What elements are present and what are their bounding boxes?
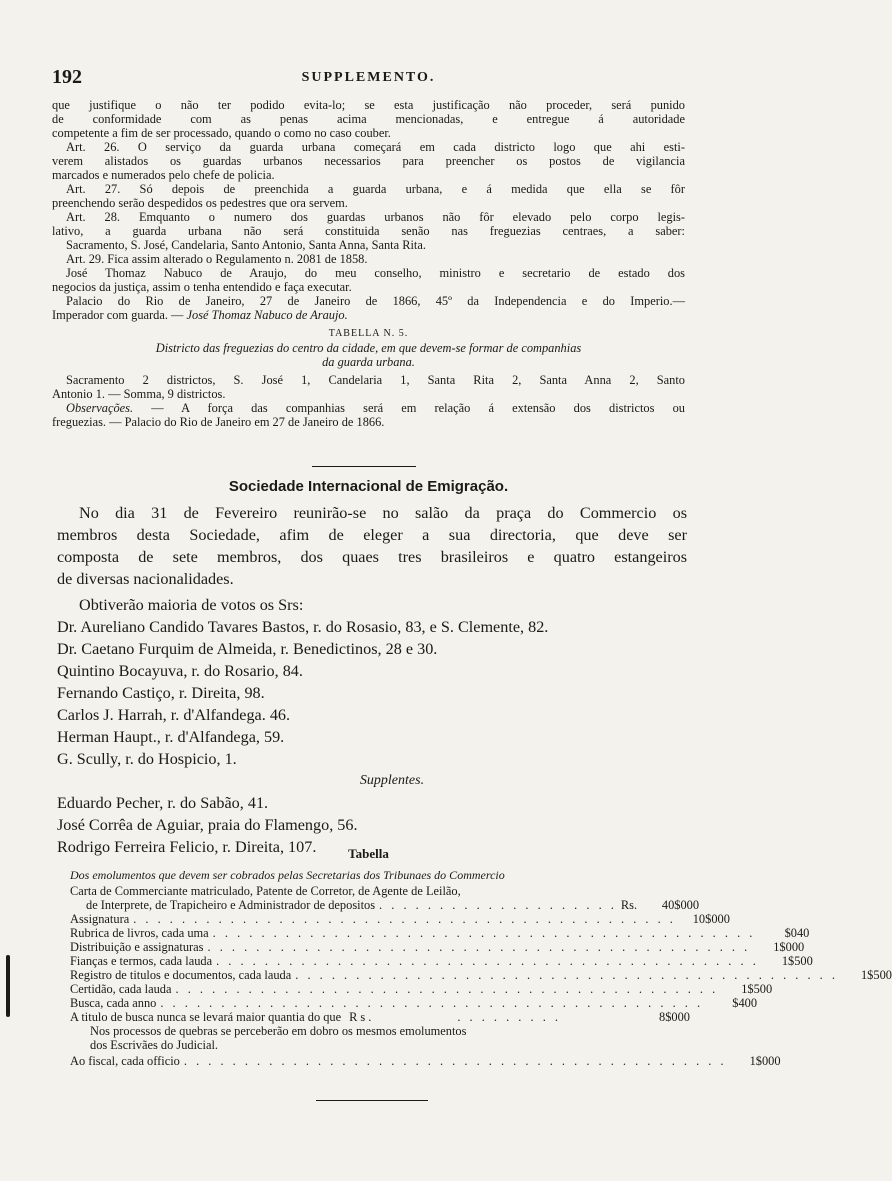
fee-amount: 1$000 (749, 1054, 781, 1068)
fee-amount: 8$000 (659, 1010, 690, 1024)
fee-row (70, 898, 700, 912)
fee-label: Assignatura (70, 912, 130, 926)
leader-dots: . . . . . . . . . . . . . . . . . . . . (379, 898, 617, 912)
fee-amount: 1$000 (773, 940, 805, 954)
member: Quintino Bocayuva, r. do Rosario, 84. (57, 662, 303, 680)
leader-dots: . . . . . . . . . (457, 1010, 561, 1024)
substitute: Eduardo Pecher, r. do Sabão, 41. (57, 794, 269, 812)
closing-line: José Thomaz Nabuco de Araujo, do meu conselho, ministro e secretario de estado dos (66, 266, 685, 280)
fee-amount: 1$500 (860, 968, 892, 982)
page-number: 192 (52, 66, 82, 88)
fee-row (70, 954, 813, 968)
member: Fernando Castiço, r. Direita, 98. (57, 684, 265, 702)
margin-ink-mark (6, 955, 10, 1017)
table-5-body: Sacramento 2 districtos, S. José 1, Candelaria 1, Santa Rita 2, Santa Anna 2, Santo (66, 373, 685, 387)
fee-row (70, 1054, 781, 1068)
member: Dr. Aureliano Candido Tavares Bastos, r. do Rosasio, 83, e S. Clemente, 82. (57, 618, 549, 636)
decree-line: de conformidade com as penas acima mencionadas, e entregue á autoridade (52, 112, 685, 126)
member: Carlos J. Harrah, r. d'Alfandega. 46. (57, 706, 291, 724)
closing-line: Palacio do Rio de Janeiro, 27 de Janeiro de 1866, 45º da Independencia e do Imperio.— (66, 294, 685, 308)
fee-row (70, 912, 730, 926)
decree-line: competente a fim de ser processado, quando o como no caso couber. (52, 126, 391, 140)
fee-currency: Rs. (349, 1010, 375, 1024)
member: Herman Haupt., r. d'Alfandega, 59. (57, 728, 285, 746)
fee-row (70, 926, 810, 940)
leader-dots: . . . . . . . . . . . . . . . . . . . . . . . . . . . . . . . . . . . . . . . . . . . . . (207, 940, 751, 954)
notice-line: de diversas nacionalidades. (57, 570, 234, 588)
closing-line: negocios da justiça, assim o tenha entendido e faça executar. (52, 280, 352, 294)
fee-row (70, 996, 758, 1010)
fee-amount: 1$500 (741, 982, 773, 996)
decree-text (52, 98, 685, 429)
notice-line: composta de sete membros, dos quaes tres brasileiros e quatro estangeiros (57, 548, 687, 566)
table-5-heading: TABELLA N. 5. (328, 328, 409, 339)
leader-dots: . . . . . . . . . . . . . . . . . . . . . . . . . . . . . . . . . . . . . . . . . . . . . (175, 982, 719, 996)
leader-dots: . . . . . . . . . . . . . . . . . . . . . . . . . . . . . . . . . . . . . . . . . . . . . (183, 1054, 727, 1068)
leader-dots: . . . . . . . . . . . . . . . . . . . . . . . . . . . . . . . . . . . . . . . . . . . . . (216, 954, 759, 968)
fees-note: dos Escrivães do Judicial. (90, 1038, 219, 1052)
decree-line: que justifique o não ter podido evita-lo; se esta justificação não proceder, será punido (52, 98, 685, 112)
substitutes-heading: Supplentes. (359, 773, 425, 788)
votes-intro: Obtiverão maioria de votos os Srs: (79, 596, 304, 614)
notice-line: membros desta Sociedade, afim de eleger a sua directoria, que deve ser (57, 526, 687, 544)
signature-name: José Thomaz Nabuco de Araujo. (186, 308, 348, 322)
table-5-caption: da guarda urbana. (322, 355, 415, 369)
bottom-divider (316, 1100, 428, 1101)
tabella-subtitle: Dos emolumentos que devem ser cobrados pelas Secretarias dos Tribunaes do Commercio (70, 868, 505, 882)
art-28-line: Art. 28. Emquanto o numero dos guardas urbanos não fôr elevado pelo corpo legis- (66, 210, 685, 224)
table-5-caption: Districto das freguezias do centro da cidade, em que devem-se formar de companhias (155, 341, 582, 355)
fee-label: Rubrica de livros, cada uma (70, 926, 209, 940)
fee-label: Certidão, cada lauda (70, 982, 172, 996)
fee-amount: 1$500 (781, 954, 813, 968)
fee-row (70, 940, 805, 954)
art-29: Art. 29. Fica assim alterado o Regulamento n. 2081 de 1858. (66, 252, 368, 266)
fee-amount: 40$000 (661, 898, 700, 912)
leader-dots: . . . . . . . . . . . . . . . . . . . . . . . . . . . . . . . . . . . . . . . . . . . . . (295, 968, 838, 982)
signature-prefix: Imperador com guarda. — (52, 308, 187, 322)
notice-line: No dia 31 de Fevereiro reunirão-se no salão da praça do Commercio os (79, 504, 687, 522)
fee-label: Distribuição e assignaturas (70, 940, 204, 954)
leader-dots: . . . . . . . . . . . . . . . . . . . . . . . . . . . . . . . . . . . . . . . . . . . . . (133, 912, 676, 926)
observations-text: — A força das companhias será em relação á extensão dos districtos ou (151, 401, 685, 415)
observations-line: freguezias. — Palacio do Rio de Janeiro em 27 de Janeiro de 1866. (52, 415, 385, 429)
fee-row (70, 1010, 690, 1024)
art-26-line: marcados e numerados pelo chefe de policia. (52, 168, 275, 182)
fee-label: de Interprete, de Trapicheiro e Administrador de depositos (86, 898, 376, 912)
signature-line (52, 308, 685, 322)
table-5-body: Antonio 1. — Somma, 9 districtos. (52, 387, 226, 401)
art-26-line: verem alistados os guardas urbanos necessarios para preencher os postos de vigilancia (52, 154, 685, 168)
art-28-line: Sacramento, S. José, Candelaria, Santo Antonio, Santa Anna, Santa Rita. (66, 238, 426, 252)
art-26-line: Art. 26. O serviço da guarda urbana começará em cada districto logo que ahi esti- (66, 140, 685, 154)
art-27-line: Art. 27. Só depois de preenchida a guarda urbana, e á medida que ella se fôr (66, 182, 685, 196)
art-27-line: preenchendo serão despedidos os pedestres que ora servem. (52, 196, 348, 210)
leader-dots: . . . . . . . . . . . . . . . . . . . . . . . . . . . . . . . . . . . . . . . . . . . . . (212, 926, 756, 940)
fee-label: Ao fiscal, cada officio (70, 1054, 180, 1068)
fee-currency: Rs. (620, 898, 638, 912)
fee-label: Fianças e termos, cada lauda (70, 954, 213, 968)
page-header (52, 66, 685, 86)
society-notice (57, 502, 687, 858)
member: Dr. Caetano Furquim de Almeida, r. Benedictinos, 28 e 30. (57, 640, 438, 658)
observations-label: Observações. (66, 401, 134, 415)
fee-label: A titulo de busca nunca se levará maior quantia do que (70, 1010, 342, 1024)
fees-table (70, 884, 892, 1068)
tabella-title: Tabella (348, 846, 389, 861)
fee-row (70, 968, 892, 982)
fee-amount: $400 (732, 996, 758, 1010)
divider (312, 466, 416, 467)
fee-label: Registro de titulos e documentos, cada lauda (70, 968, 292, 982)
substitute: Rodrigo Ferreira Felicio, r. Direita, 107. (57, 838, 317, 856)
running-title: SUPPLEMENTO. (301, 70, 436, 85)
fee-row (70, 982, 773, 996)
substitute: José Corrêa de Aguiar, praia do Flamengo, 56. (57, 816, 358, 834)
leader-dots: . . . . . . . . . . . . . . . . . . . . . . . . . . . . . . . . . . . . . . . . . . . . . (160, 996, 704, 1010)
society-title: Sociedade Internacional de Emigração. (228, 478, 509, 495)
fee-amount: 10$000 (692, 912, 730, 926)
member: G. Scully, r. do Hospicio, 1. (57, 750, 237, 768)
fee-amount: $040 (784, 926, 810, 940)
fee-label: Busca, cada anno (70, 996, 157, 1010)
observations-line (52, 401, 685, 415)
art-28-line: lativo, a guarda urbana não será constituida senão nas freguezias centraes, a saber: (52, 224, 685, 238)
fees-note: Nos processos de quebras se perceberão em dobro os mesmos emolumentos (90, 1024, 467, 1038)
fees-first-line: Carta de Commerciante matriculado, Patente de Corretor, de Agente de Leilão, (70, 884, 461, 898)
